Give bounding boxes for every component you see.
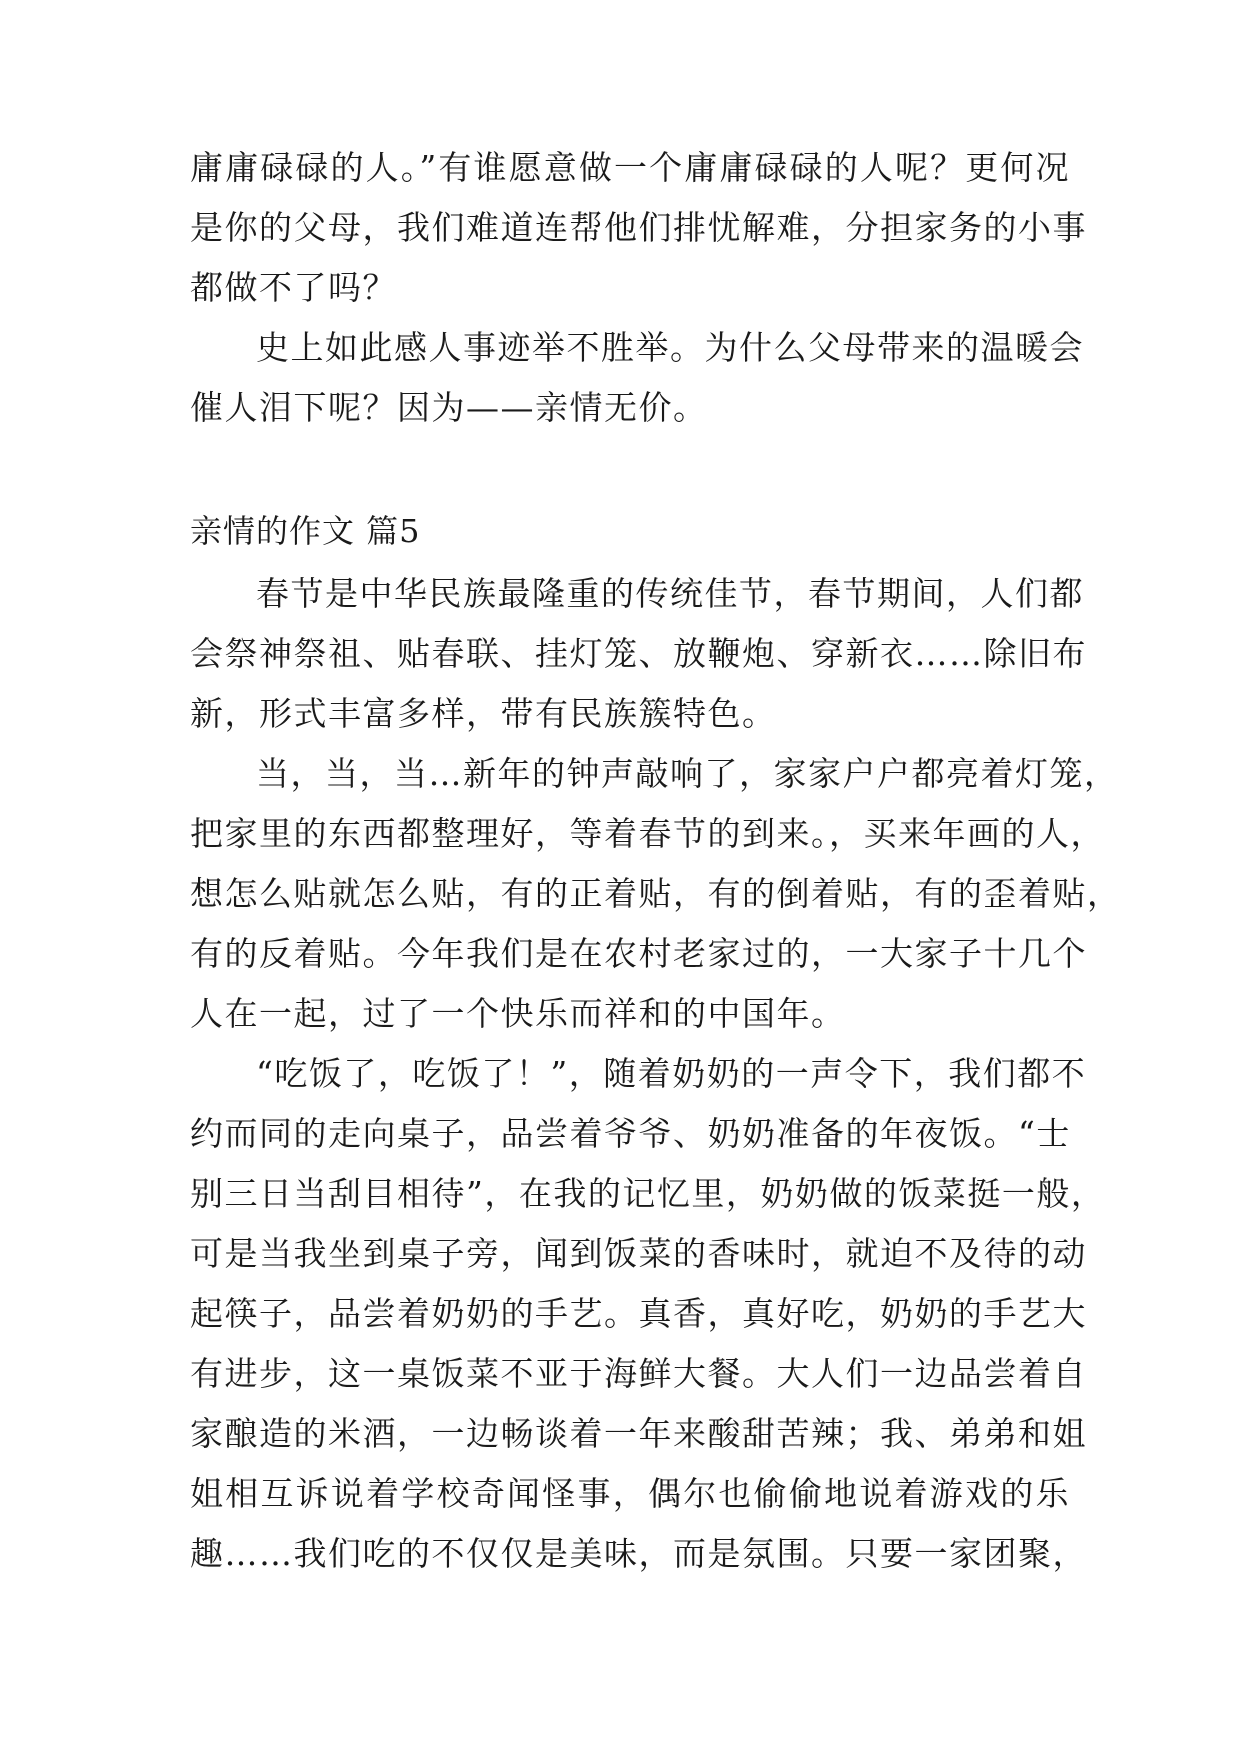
paragraph-line: 人在一起，过了一个快乐而祥和的中国年。 — [190, 994, 846, 1033]
paragraph-line: 把家里的东西都整理好，等着春节的到来。，买来年画的人， — [190, 814, 1105, 853]
paragraph-line: 都做不了吗？ — [190, 268, 397, 307]
paragraph-line: 可是当我坐到桌子旁，闻到饭菜的香味时，就迫不及待的动 — [190, 1234, 1087, 1273]
paragraph-line: 春节是中华民族最隆重的传统佳节，春节期间，人们都 — [256, 574, 1084, 613]
paragraph-line: “吃饭了，吃饭了！”，随着奶奶的一声令下，我们都不 — [256, 1054, 1087, 1093]
paragraph-line: 别三日当刮目相待”，在我的记忆里，奶奶做的饭菜挺一般， — [190, 1174, 1106, 1213]
paragraph-line: 姐相互诉说着学校奇闻怪事，偶尔也偷偷地说着游戏的乐 — [190, 1474, 1070, 1513]
paragraph-line: 新，形式丰富多样，带有民族簇特色。 — [190, 694, 777, 733]
paragraph-line: 家酿造的米酒，一边畅谈着一年来酸甜苦辣；我、弟弟和姐 — [190, 1414, 1087, 1453]
paragraph-line: 会祭神祭祖、贴春联、挂灯笼、放鞭炮、穿新衣……除旧布 — [190, 634, 1087, 673]
paragraph-line: 催人泪下呢？因为——亲情无价。 — [190, 388, 708, 427]
paragraph-line: 有进步，这一桌饭菜不亚于海鲜大餐。大人们一边品尝着自 — [190, 1354, 1087, 1393]
paragraph-line: 起筷子，品尝着奶奶的手艺。真香，真好吃，奶奶的手艺大 — [190, 1294, 1087, 1333]
paragraph-line: 想怎么贴就怎么贴，有的正着贴，有的倒着贴，有的歪着贴， — [190, 874, 1122, 913]
paragraph-line: 史上如此感人事迹举不胜举。为什么父母带来的温暖会 — [256, 328, 1084, 367]
paragraph-line: 有的反着贴。今年我们是在农村老家过的，一大家子十几个 — [190, 934, 1087, 973]
section-heading: 亲情的作文 篇5 — [190, 512, 421, 550]
paragraph-line: 约而同的走向桌子，品尝着爷爷、奶奶准备的年夜饭。“士 — [190, 1114, 1071, 1153]
paragraph-line: 当，当，当…新年的钟声敲响了，家家户户都亮着灯笼， — [256, 754, 1119, 793]
paragraph-line: 趣……我们吃的不仅仅是美味，而是氛围。只要一家团聚， — [190, 1534, 1087, 1573]
paragraph-line: 庸庸碌碌的人。”有谁愿意做一个庸庸碌碌的人呢？更何况 — [190, 148, 1070, 187]
paragraph-line: 是你的父母，我们难道连帮他们排忧解难，分担家务的小事 — [190, 208, 1087, 247]
